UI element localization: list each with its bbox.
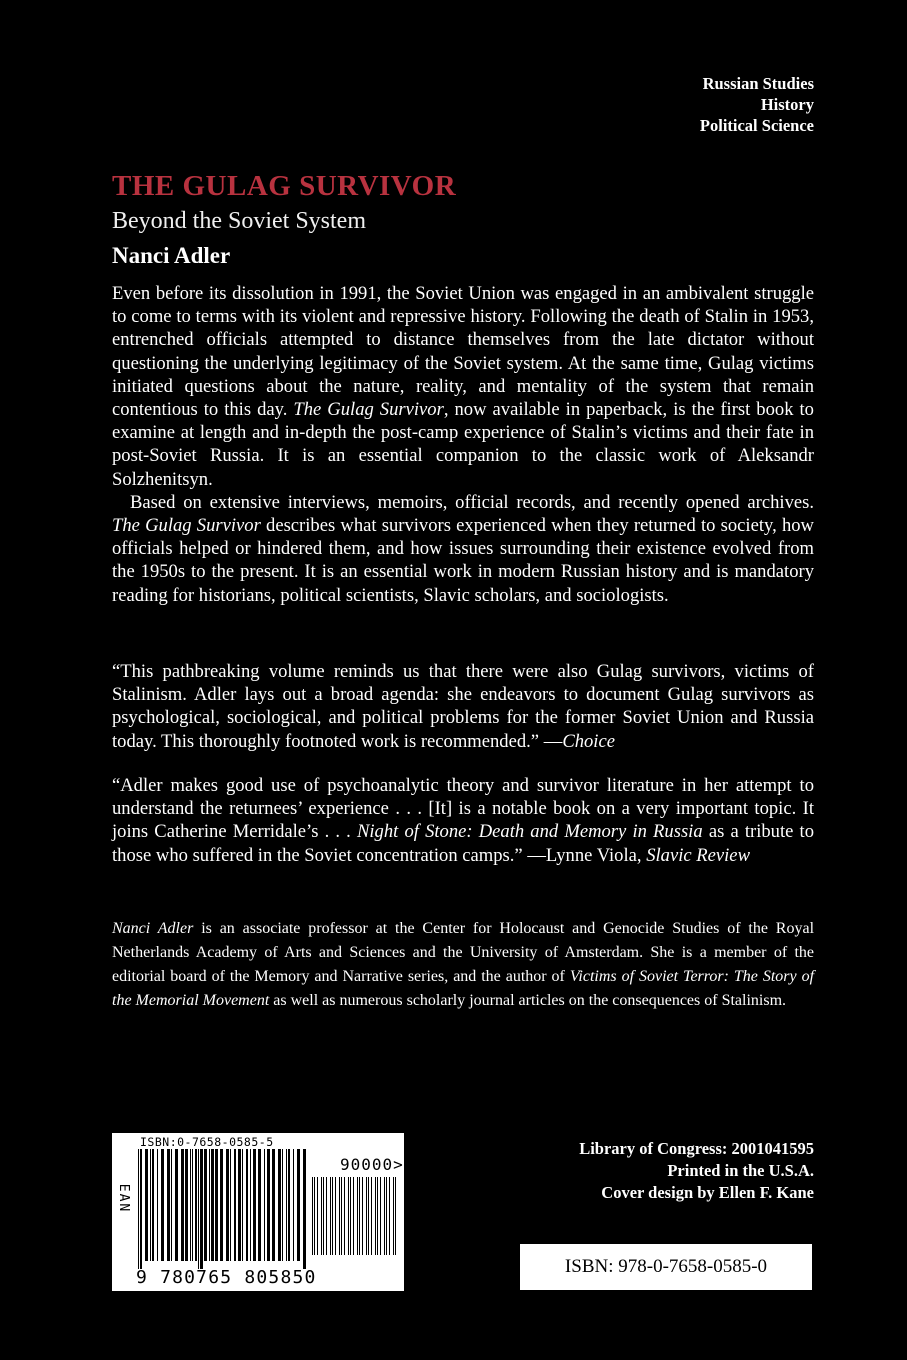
barcode-bar: [230, 1149, 231, 1261]
bio-text: is an associate professor at the Center for Holocaust and Genocide Studies of the Royal Netherlands Academy of Arts and Sciences and the University of Amsterdam. She is a member of the editorial board of the Memory and Narrative series, and the author of: [112, 920, 815, 985]
barcode-bar: [204, 1149, 207, 1261]
bio-author-name: Nanci Adler: [112, 920, 194, 937]
description-paragraph-1: [112, 282, 814, 491]
review-quote: “This pathbreaking volume reminds us that there were also Gulag survivors, victims of Stalinism. Adler lays out a broad agenda: she endeavors to document Gulag survivors as psychological, sociological, and political problems for the former Soviet Union and Russia today. This thoroughly footnoted work is recommended.” —: [112, 661, 814, 752]
isbn13-box: ISBN: 978-0-7658-0585-0: [520, 1244, 812, 1290]
cover-design-credit: Cover design by Ellen F. Kane: [601, 1183, 814, 1202]
barcode-bar: [362, 1177, 363, 1255]
barcode-bar: [190, 1149, 191, 1261]
barcode-bar: [321, 1177, 322, 1255]
barcode-bar: [357, 1177, 358, 1255]
review-source: Slavic Review: [646, 844, 750, 866]
bio-book-title: Victims of Soviet Terror: The Story of the Memorial Movement: [112, 968, 815, 1009]
barcode-bar: [359, 1177, 360, 1255]
book-title: THE GULAG SURVIVOR: [112, 170, 457, 202]
barcode-bar: [238, 1149, 241, 1261]
barcode-bar: [200, 1149, 203, 1269]
barcode-bar: [157, 1149, 158, 1261]
description-book-title: The Gulag Survivor: [293, 399, 444, 421]
barcode-ean13: 9 780765 805850: [136, 1267, 317, 1288]
barcode-bars: [138, 1149, 306, 1269]
barcode-bar: [353, 1177, 354, 1255]
description-text: , now available in paperback, is the first book to examine at length and in-depth the post-camp experience of Stalin’s victims and their fate in post-Soviet Russia. It is an essential companion to the classic work of Aleksandr Solzhenitsyn.: [112, 399, 814, 490]
barcode-bar: [286, 1149, 287, 1261]
barcode-bar: [282, 1149, 283, 1261]
barcode-bar: [198, 1149, 199, 1269]
barcode-bar: [278, 1149, 281, 1261]
barcode-bar: [380, 1177, 381, 1255]
barcode-bar: [253, 1149, 256, 1261]
barcode-bar: [389, 1177, 390, 1255]
barcode-bar: [375, 1177, 376, 1255]
barcode-bar: [314, 1177, 315, 1255]
barcode-bar: [234, 1149, 236, 1261]
barcode-bar: [215, 1149, 218, 1261]
barcode-bar: [330, 1177, 331, 1255]
barcode-bar: [220, 1149, 223, 1261]
review-quote: as a tribute to those who suffered in the Soviet concentration camps.” —Lynne Viola,: [112, 821, 814, 866]
barcode-isbn10: ISBN:0-7658-0585-5: [140, 1135, 274, 1149]
barcode-bar: [341, 1177, 342, 1255]
barcode-bar: [395, 1177, 396, 1255]
printed-in: Printed in the U.S.A.: [667, 1161, 814, 1180]
barcode-bar: [344, 1177, 345, 1255]
barcode-ean-label: EAN: [116, 1183, 132, 1214]
barcode-bar: [339, 1177, 340, 1255]
review-choice: [112, 660, 814, 753]
barcode-bar: [297, 1149, 300, 1261]
book-subtitle: Beyond the Soviet System: [112, 208, 366, 234]
barcode-bar: [368, 1177, 369, 1255]
barcode-bar: [250, 1149, 251, 1261]
barcode-bar: [393, 1177, 394, 1255]
book-author: Nanci Adler: [112, 243, 231, 268]
barcode-bar: [150, 1149, 151, 1261]
review-source: Choice: [562, 730, 615, 752]
barcode-bar: [258, 1149, 261, 1261]
barcode-bar: [366, 1177, 367, 1255]
barcode-bar: [185, 1149, 188, 1261]
barcode-bar: [323, 1177, 324, 1255]
description-text: Based on extensive interviews, memoirs, official records, and recently opened archives.: [130, 491, 814, 513]
subject-russian-studies: Russian Studies: [702, 74, 814, 93]
barcode-bar: [335, 1177, 336, 1255]
barcode-bar: [145, 1149, 148, 1261]
subject-history: History: [760, 95, 814, 114]
barcode-bar: [175, 1149, 178, 1261]
barcode-bar: [152, 1149, 154, 1261]
barcode: [112, 1133, 404, 1291]
barcode-bar: [161, 1149, 164, 1261]
barcode-bar: [171, 1149, 172, 1261]
barcode-addon-bars: [312, 1177, 402, 1285]
barcode-bar: [192, 1149, 193, 1261]
barcode-bar: [348, 1177, 349, 1255]
description-paragraph-2: [112, 491, 814, 607]
barcode-bar: [293, 1149, 294, 1261]
barcode-bar: [288, 1149, 290, 1261]
bio-text: as well as numerous scholarly journal articles on the consequences of Stalinism.: [273, 992, 787, 1009]
barcode-bar: [242, 1149, 243, 1261]
barcode-bar: [140, 1149, 142, 1269]
review-slavic-review: [112, 774, 814, 867]
review-quote: “Adler makes good use of psychoanalytic theory and survivor literature in her attempt to understand the returnees’ experience . . . [It] is a notable book on a very important topic. It joins Catherine Merridale’s . . .: [112, 775, 814, 843]
barcode-bar: [272, 1149, 275, 1261]
barcode-bar: [181, 1149, 184, 1261]
book-description: [112, 282, 814, 607]
barcode-bar: [195, 1149, 197, 1261]
barcode-bar: [226, 1149, 229, 1261]
barcode-bar: [384, 1177, 385, 1255]
barcode-bar: [371, 1177, 372, 1255]
barcode-bar: [326, 1177, 327, 1255]
library-of-congress: Library of Congress: 2001041595: [579, 1139, 814, 1158]
description-text: Even before its dissolution in 1991, the Soviet Union was engaged in an ambivalent struggle to come to terms with its violent and repressive history. Following the death of Stalin in 1953, entrenched officials attempted to distance themselves from the late dictator without questioning the underlying legitimacy of the Soviet system. At the same time, Gulag victims initiated questions about the nature, reality, and mentality of the system that remain contentious to this day.: [112, 283, 814, 421]
barcode-bar: [332, 1177, 333, 1255]
barcode-bar: [138, 1149, 139, 1269]
author-bio: [112, 917, 814, 1013]
review-cited-title: Night of Stone: Death and Memory in Russia: [356, 821, 703, 843]
barcode-bar: [377, 1177, 378, 1255]
barcode-bar: [350, 1177, 351, 1255]
barcode-bar: [167, 1149, 170, 1261]
barcode-bar: [303, 1149, 306, 1269]
barcode-bar: [317, 1177, 318, 1255]
barcode-bar: [246, 1149, 248, 1261]
barcode-price-code: 90000>: [340, 1155, 404, 1174]
barcode-bar: [386, 1177, 387, 1255]
barcode-bar: [312, 1177, 313, 1255]
publisher-info: [579, 1138, 814, 1204]
description-text: describes what survivors experienced when they returned to society, how officials helped or hindered them, and how issues surrounding their existence evolved from the 1950s to the present. It is an essential work in modern Russian history and is mandatory reading for historians, political scientists, Slavic scholars, and sociologists.: [112, 515, 814, 606]
description-book-title: The Gulag Survivor: [112, 515, 261, 537]
barcode-bar: [264, 1149, 265, 1261]
subject-political-science: Political Science: [699, 116, 814, 135]
barcode-bar: [209, 1149, 210, 1261]
barcode-bar: [267, 1149, 270, 1261]
barcode-bar: [211, 1149, 214, 1261]
subject-categories: [700, 73, 814, 136]
